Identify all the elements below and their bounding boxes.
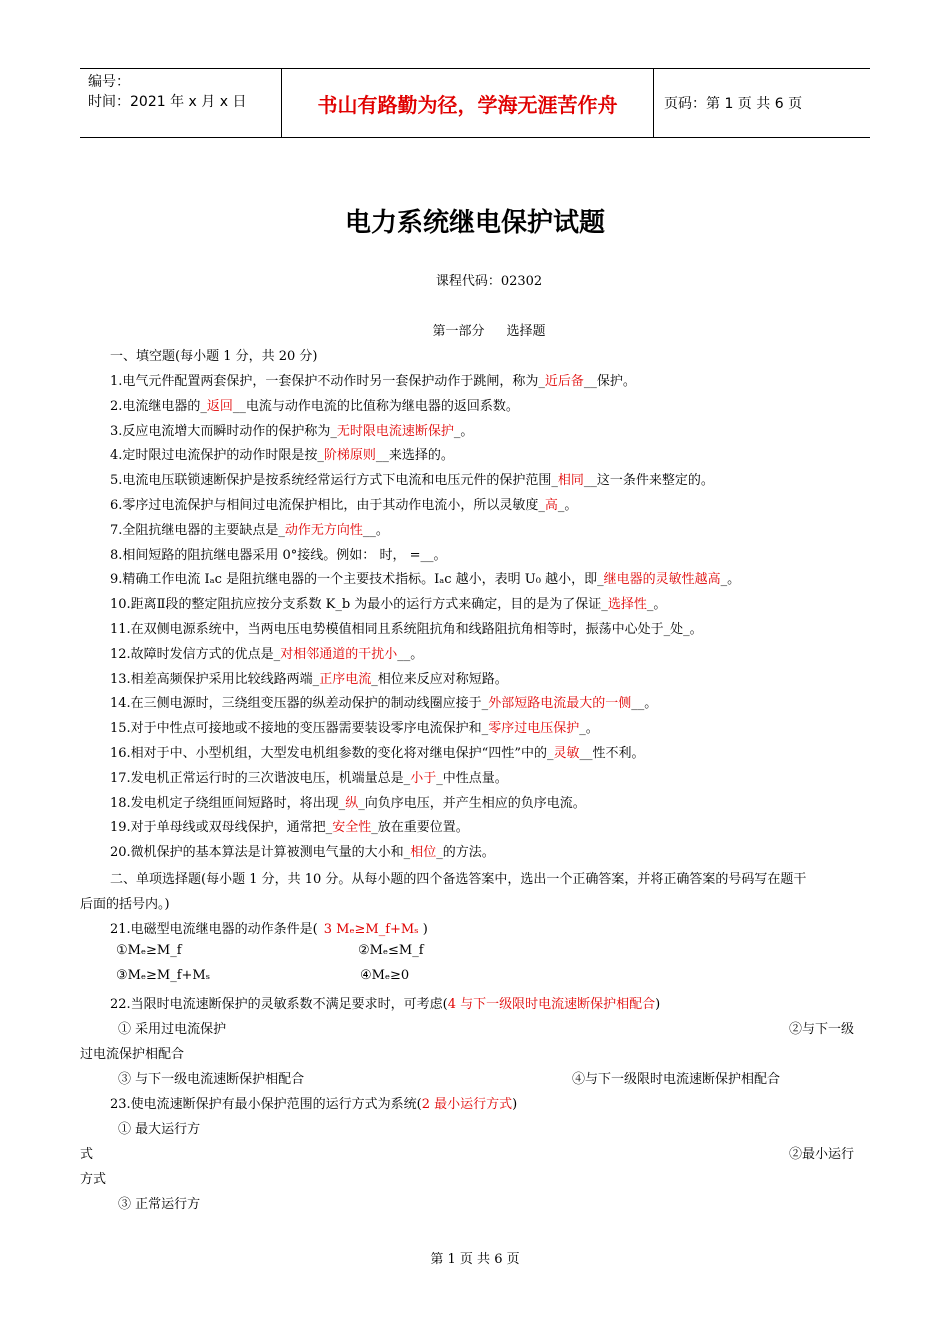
answer-text: 小于 <box>410 770 437 786</box>
option-4: ④与下一级限时电流速断保护相配合 <box>572 1072 781 1087</box>
question-text: 12.故障时发信方式的优点是_ <box>110 646 281 662</box>
answer-text: 纵 <box>345 795 359 811</box>
question-text: 20.微机保护的基本算法是计算被测电气量的大小和_ <box>110 845 411 861</box>
question-tail: _中性点量。 <box>436 770 508 786</box>
answer-text: 阶梯原则 <box>323 448 376 464</box>
question-tail: _放在重要位置。 <box>371 820 469 836</box>
question-text: 8.相间短路的阻抗继电器采用 0°接线。例如： 时， =__。 <box>110 547 447 563</box>
question-text: 16.相对于中、小型机组，大型发电机组参数的变化将对继电保护“四性”中的_ <box>110 746 554 761</box>
question-tail: ) <box>418 922 428 937</box>
question-item <box>110 668 508 687</box>
option-3: ③ 与下一级电流速断保护相配合 <box>118 1072 305 1087</box>
option-2: ②Mₑ≤M_f <box>358 943 424 958</box>
question-text: 13.相差高频保护采用比较线路两端_ <box>110 671 320 687</box>
question-text: 11.在双侧电源系统中，当两电压电势模值相同且系统阻抗角和线路阻抗角相等时，振荡中心处于_处_。 <box>110 622 703 637</box>
question-text: 18.发电机定子绕组匝间短路时，将出现_ <box>110 795 346 811</box>
option-1: ① 采用过电流保护 <box>118 1022 227 1037</box>
section2-title: 二、单项选择题(每小题 1 分，共 10 分。从每小题的四个备选答案中，选出一个正确答案，并将正确答案的号码写在题干 <box>110 872 807 887</box>
part-heading <box>0 320 950 339</box>
answer-text: 动作无方向性 <box>284 522 363 538</box>
header-meta <box>80 69 282 137</box>
answer-text: 返回 <box>206 398 233 414</box>
question-item <box>110 469 714 488</box>
answer-text: 相位 <box>410 845 437 861</box>
motto: 书山有路勤为径，学海无涯苦作舟 <box>282 69 654 137</box>
question-item <box>110 618 703 637</box>
option-3: ③ 正常运行方 <box>118 1197 201 1212</box>
question-item <box>110 717 599 736</box>
option-2: ②最小运行 <box>789 1147 855 1162</box>
question-text: 23.使电流速断保护有最小保护范围的运行方式为系统( <box>110 1097 422 1112</box>
answer-text: 继电器的灵敏性越高 <box>603 572 721 588</box>
answer-text: 选择性 <box>607 597 647 613</box>
answer-text: 4 与下一级限时电流速断保护相配合 <box>447 997 656 1012</box>
part-name: 第一部分 <box>432 324 485 339</box>
question-text: 4.定时限过电流保护的动作时限是按_ <box>110 448 324 464</box>
question-tail: _。 <box>453 423 474 439</box>
option-2-cont: 过电流保护相配合 <box>80 1047 185 1062</box>
question-text: 3.反应电流增大而瞬时动作的保护称为_ <box>110 423 337 439</box>
question-text: 21.电磁型电流继电器的动作条件是( <box>110 922 318 937</box>
answer-text: 无时限电流速断保护 <box>336 423 454 439</box>
question-22 <box>110 993 660 1012</box>
question-text: 1.电气元件配置两套保护，一套保护不动作时另一套保护动作于跳闸，称为_ <box>110 374 545 389</box>
question-tail: ) <box>655 997 661 1012</box>
answer-text: 正序电流 <box>319 671 372 687</box>
option-1: ① 最大运行方 <box>118 1122 201 1137</box>
question-tail: _。 <box>557 498 578 513</box>
question-text: 5.电流电压联锁速断保护是按系统经常运行方式下电流和电压元件的保护范围_ <box>110 473 558 489</box>
page-footer: 第 1 页 共 6 页 <box>430 1252 520 1267</box>
question-item <box>110 692 657 711</box>
option-2-cont: 方式 <box>80 1172 107 1187</box>
page-title: 电力系统继电保护试题 <box>344 208 605 238</box>
option-4: ④Mₑ≥0 <box>360 968 410 983</box>
page-label: 页码：第 1 页 共 6 页 <box>664 96 803 112</box>
question-tail: __电流与动作电流的比值称为继电器的返回系数。 <box>232 398 519 414</box>
question-text: 22.当限时电流速断保护的灵敏系数不满足要求时，可考虑( <box>110 997 448 1012</box>
question-tail: ) <box>512 1097 518 1112</box>
question-item <box>110 370 636 389</box>
question-tail: _的方法。 <box>436 845 495 861</box>
question-tail: _。 <box>720 572 741 588</box>
question-item <box>110 841 495 860</box>
option-3: ③Mₑ≥M_f+Mₛ <box>116 968 211 983</box>
answer-text: 对相邻通道的干扰小 <box>280 646 398 662</box>
answer-text: 零序过电压保护 <box>488 721 580 737</box>
question-tail: __来选择的。 <box>375 448 454 464</box>
answer-text: 高 <box>544 498 558 513</box>
question-item <box>110 544 446 563</box>
question-item <box>110 767 508 786</box>
question-item <box>110 568 740 587</box>
question-item <box>110 444 454 463</box>
question-item <box>110 593 666 612</box>
question-21 <box>110 918 428 937</box>
question-text: 17.发电机正常运行时的三次谐波电压，机端量总是_ <box>110 770 411 786</box>
question-tail: _。 <box>579 721 599 737</box>
course-code: 课程代码：02302 <box>435 274 543 289</box>
question-item <box>110 816 469 835</box>
question-item <box>110 420 473 439</box>
option-1-cont: 式 <box>80 1147 94 1162</box>
question-text: 7.全阻抗继电器的主要缺点是_ <box>110 522 285 538</box>
question-item <box>110 742 645 761</box>
section2-title-cont: 后面的括号内。) <box>80 897 170 912</box>
question-item <box>110 519 389 538</box>
answer-text: 2 最小运行方式 <box>421 1097 513 1112</box>
section1-title: 一、填空题(每小题 1 分，共 20 分) <box>110 349 318 364</box>
question-text: 10.距离Ⅱ段的整定阻抗应按分支系数 K_b 为最小的运行方式来确定，目的是为了保证_ <box>110 597 608 613</box>
question-tail: __性不利。 <box>579 746 645 761</box>
question-tail: __。 <box>631 696 658 712</box>
question-tail: _。 <box>646 597 667 613</box>
answer-text: 3 Mₑ≥M_f+Mₛ <box>323 922 419 937</box>
option-2: ②与下一级 <box>789 1022 855 1037</box>
question-tail: _相位来反应对称短路。 <box>371 671 508 687</box>
question-text: 15.对于中性点可接地或不接地的变压器需要装设零序电流保护和_ <box>110 721 489 737</box>
question-item <box>110 395 519 414</box>
question-text: 2.电流继电器的_ <box>110 398 207 414</box>
question-text: 19.对于单母线或双母线保护，通常把_ <box>110 820 333 836</box>
question-text: 6.零序过电流保护与相间过电流保护相比，由于其动作电流小，所以灵敏度_ <box>110 498 545 513</box>
answer-text: 近后备 <box>544 374 584 389</box>
question-item <box>110 792 586 811</box>
part-type: 选择题 <box>506 324 546 339</box>
question-tail: __。 <box>397 646 424 662</box>
question-23 <box>110 1093 517 1112</box>
answer-text: 灵敏 <box>553 746 580 761</box>
question-item <box>110 494 577 513</box>
id-label: 编号： <box>88 74 130 90</box>
question-text: 9.精确工作电流 Iₐc 是阻抗继电器的一个主要技术指标。Iₐc 越小，表明 U₀ 越小，即_ <box>110 572 604 588</box>
time-label: 时间：2021 年 x 月 x 日 <box>88 94 247 110</box>
answer-text: 相同 <box>557 473 584 489</box>
question-tail: __。 <box>362 522 389 538</box>
answer-text: 外部短路电流最大的一侧 <box>488 696 632 712</box>
question-text: 14.在三侧电源时，三绕组变压器的纵差动保护的制动线圈应接于_ <box>110 696 489 712</box>
question-tail: _向负序电压，并产生相应的负序电流。 <box>358 795 586 811</box>
page-header <box>80 68 870 138</box>
question-tail: __这一条件来整定的。 <box>583 473 714 489</box>
answer-text: 安全性 <box>332 820 372 836</box>
option-1: ①Mₑ≥M_f <box>116 943 182 958</box>
question-tail: __保护。 <box>583 374 636 389</box>
question-item <box>110 643 423 662</box>
